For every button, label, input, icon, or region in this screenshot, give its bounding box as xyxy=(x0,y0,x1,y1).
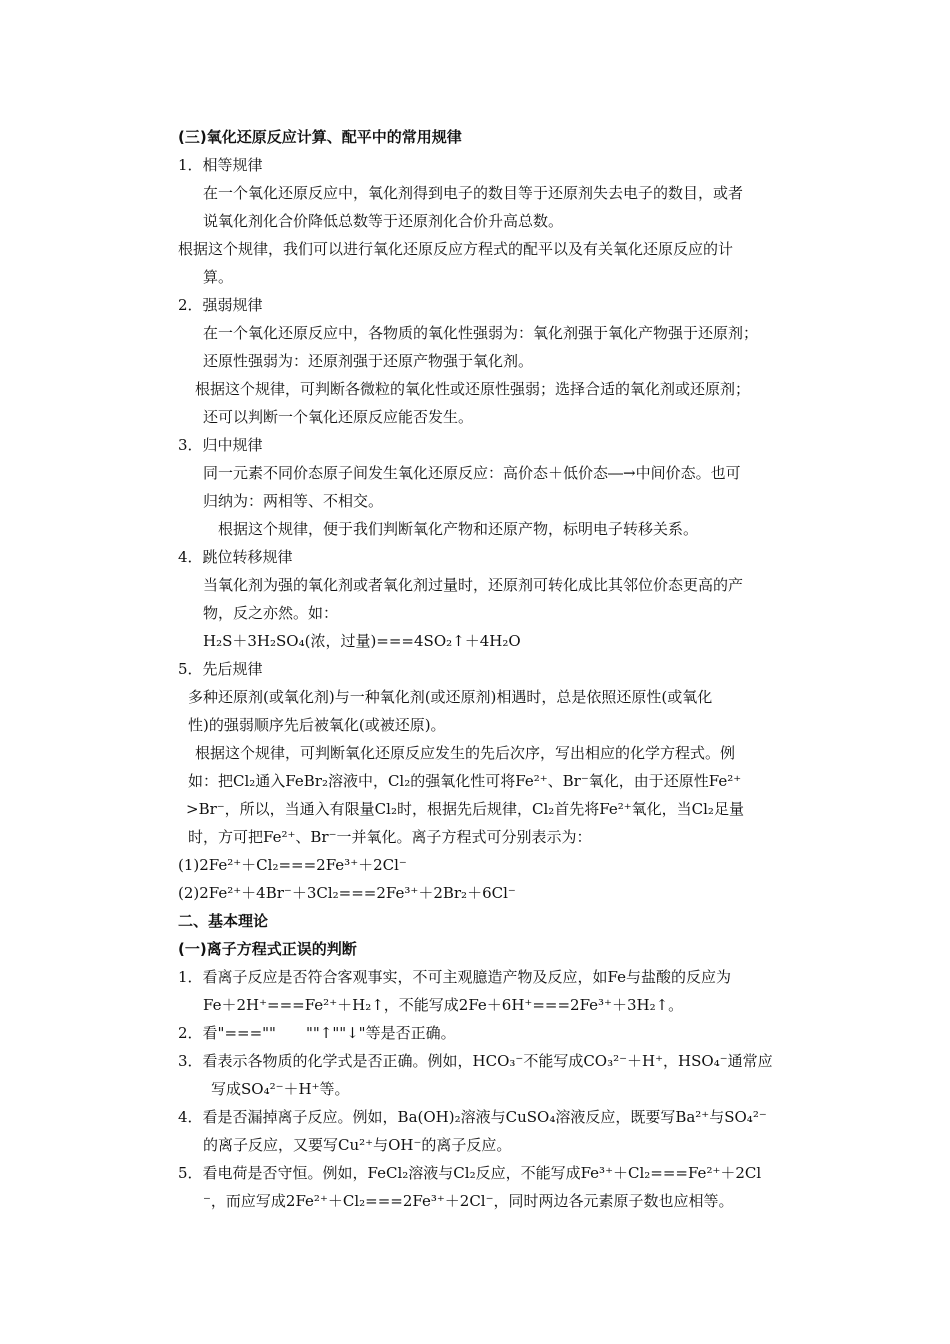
list-item: 4．看是否漏掉离子反应。例如，Ba(OH)₂溶液与CuSO₄溶液反应，既要写Ba²⁺与SO₄²⁻ xyxy=(178,1108,767,1126)
equation-line: (2)2Fe²⁺＋4Br⁻＋3Cl₂===2Fe³⁺＋2Br₂＋6Cl⁻ xyxy=(178,884,516,902)
equation-line: H₂S＋3H₂SO₄(浓，过量)===4SO₂↑＋4H₂O xyxy=(203,632,521,650)
list-item-continuation: 写成SO₄²⁻＋H⁺等。 xyxy=(211,1080,350,1098)
list-item: 5．看电荷是否守恒。例如，FeCl₂溶液与Cl₂反应，不能写成Fe³⁺＋Cl₂===Fe²⁺＋2Cl xyxy=(178,1164,762,1182)
equation-line: (1)2Fe²⁺＋Cl₂===2Fe³⁺＋2Cl⁻ xyxy=(178,856,407,874)
rule-title: 5．先后规律 xyxy=(178,660,263,678)
paragraph-line: 同一元素不同价态原子间发生氧化还原反应：高价态＋低价态―→中间价态。也可 xyxy=(203,464,741,482)
paragraph-line: 说氧化剂化合价降低总数等于还原剂化合价升高总数。 xyxy=(203,212,564,230)
paragraph-line: 在一个氧化还原反应中，氧化剂得到电子的数目等于还原剂失去电子的数目，或者 xyxy=(203,184,744,202)
paragraph-line: 还可以判断一个氧化还原反应能否发生。 xyxy=(203,408,474,426)
rule-title: 1．相等规律 xyxy=(178,156,263,174)
paragraph-line: 根据这个规律，便于我们判断氧化产物和还原产物，标明电子转移关系。 xyxy=(218,520,699,538)
paragraph-line: >Br⁻，所以，当通入有限量Cl₂时，根据先后规律，Cl₂首先将Fe²⁺氧化，当Cl₂足量 xyxy=(186,800,744,818)
rule-title: 4．跳位转移规律 xyxy=(178,548,293,566)
paragraph-line: 多种还原剂(或氧化剂)与一种氧化剂(或还原剂)相遇时，总是依照还原性(或氧化 xyxy=(188,688,713,706)
paragraph-line: 在一个氧化还原反应中，各物质的氧化性强弱为：氧化剂强于氧化产物强于还原剂； xyxy=(203,324,759,342)
rule-title: 3．归中规律 xyxy=(178,436,263,454)
paragraph-line: 根据这个规律，我们可以进行氧化还原反应方程式的配平以及有关氧化还原反应的计 xyxy=(178,240,734,258)
section-heading: 二、基本理论 xyxy=(178,912,269,930)
paragraph-line: 如：把Cl₂通入FeBr₂溶液中，Cl₂的强氧化性可将Fe²⁺、Br⁻氧化，由于还原性Fe²⁺ xyxy=(188,772,742,790)
paragraph-line: 根据这个规律，可判断氧化还原反应发生的先后次序，写出相应的化学方程式。例 xyxy=(195,744,736,762)
list-item: 3．看表示各物质的化学式是否正确。例如，HCO₃⁻不能写成CO₃²⁻＋H⁺，HSO₄⁻通常应 xyxy=(178,1052,773,1070)
rule-title: 2．强弱规律 xyxy=(178,296,263,314)
list-item: 2．看"==="" ""↑""↓"等是否正确。 xyxy=(178,1024,456,1042)
paragraph-line: 根据这个规律，可判断各微粒的氧化性或还原性强弱；选择合适的氧化剂或还原剂； xyxy=(195,380,751,398)
subsection-heading: (一)离子方程式正误的判断 xyxy=(178,940,357,958)
paragraph-line: 时，方可把Fe²⁺、Br⁻一并氧化。离子方程式可分别表示为： xyxy=(188,828,592,846)
list-item: 1．看离子反应是否符合客观事实，不可主观臆造产物及反应，如Fe与盐酸的反应为 xyxy=(178,968,732,986)
list-item-continuation: 的离子反应，又要写Cu²⁺与OH⁻的离子反应。 xyxy=(203,1136,512,1154)
list-item-continuation: Fe＋2H⁺===Fe²⁺＋H₂↑，不能写成2Fe＋6H⁺===2Fe³⁺＋3H₂↑。 xyxy=(203,996,684,1014)
paragraph-line: 性)的强弱顺序先后被氧化(或被还原)。 xyxy=(188,716,446,734)
paragraph-line: 归纳为：两相等、不相交。 xyxy=(203,492,384,510)
list-item-continuation: ⁻，而应写成2Fe²⁺＋Cl₂===2Fe³⁺＋2Cl⁻，同时两边各元素原子数也应相等。 xyxy=(203,1192,734,1210)
paragraph-line: 算。 xyxy=(203,268,234,286)
paragraph-line: 物，反之亦然。如： xyxy=(203,604,339,622)
paragraph-line: 还原性强弱为：还原剂强于还原产物强于氧化剂。 xyxy=(203,352,534,370)
section-heading: (三)氧化还原反应计算、配平中的常用规律 xyxy=(178,128,462,146)
paragraph-line: 当氧化剂为强的氧化剂或者氧化剂过量时，还原剂可转化成比其邻位价态更高的产 xyxy=(203,576,744,594)
